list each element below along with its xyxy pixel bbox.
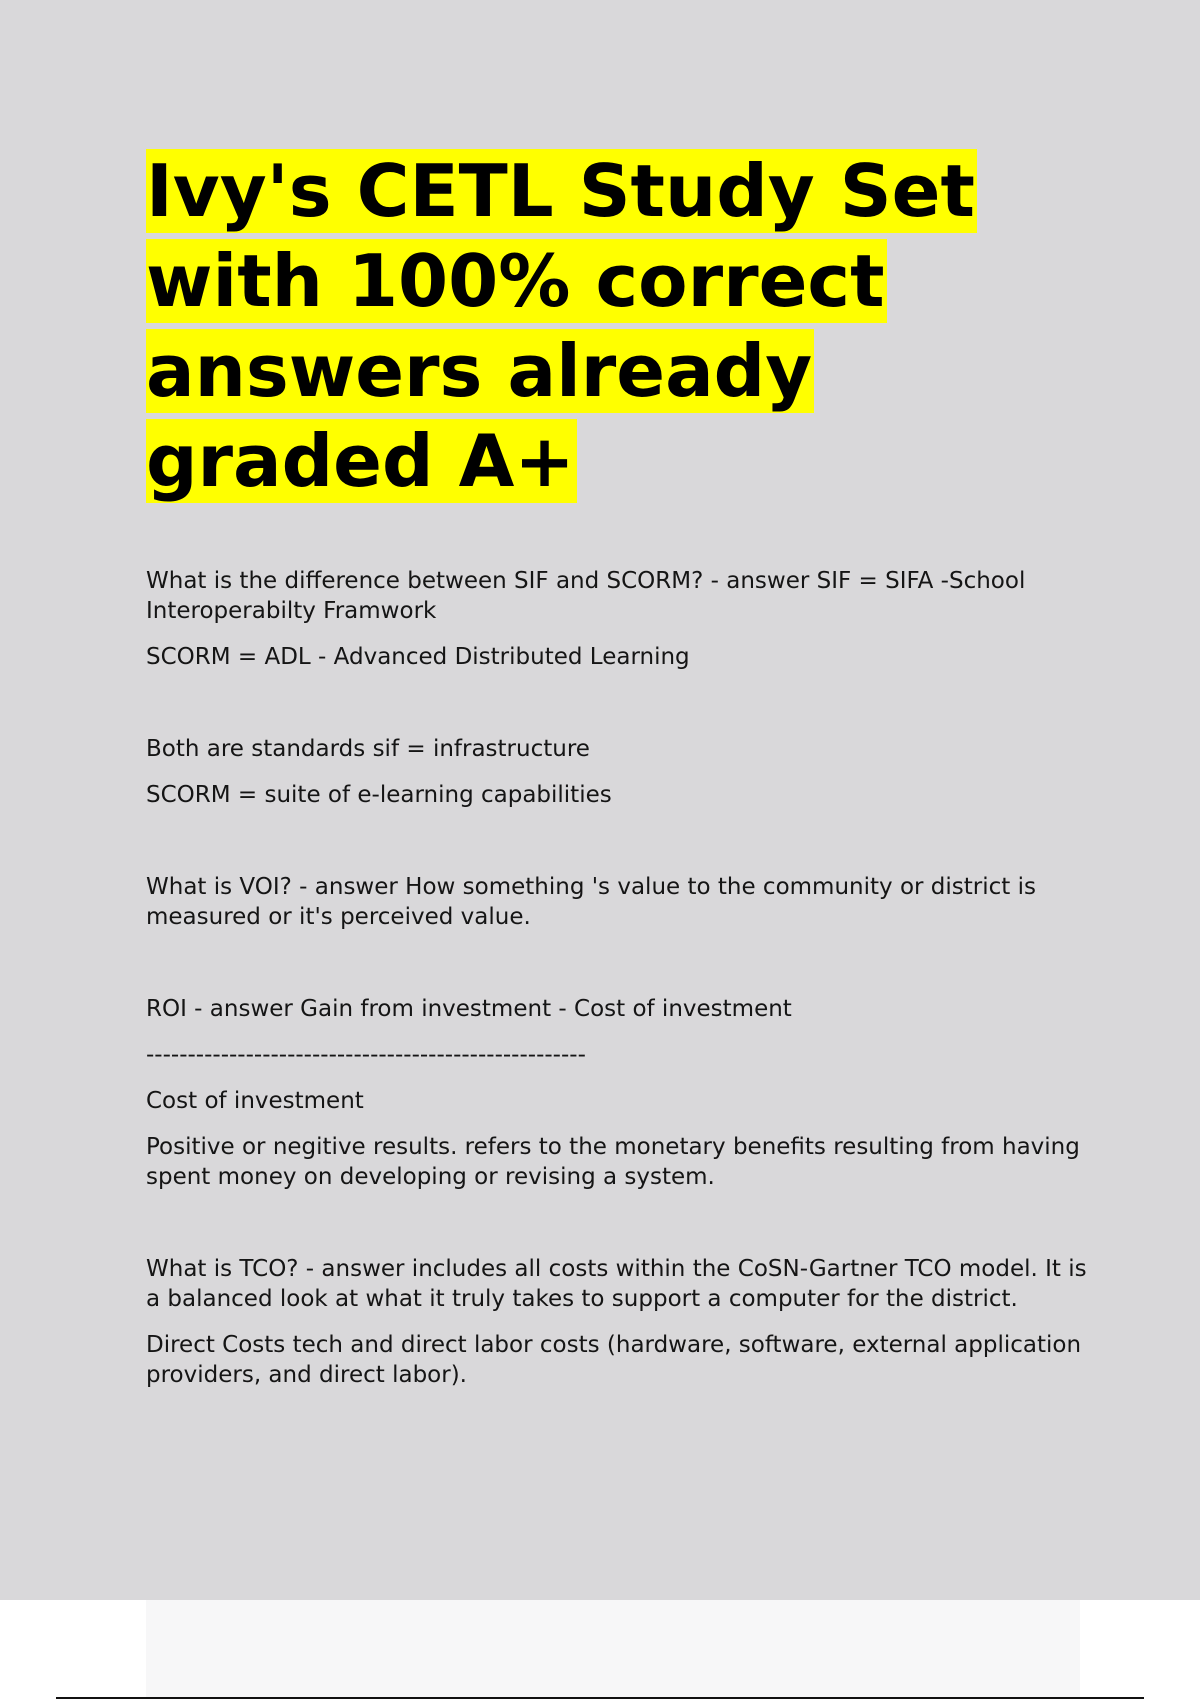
- paragraph-gap: [146, 948, 1096, 994]
- answer-scorm-suite: SCORM = suite of e-learning capabilities: [146, 782, 612, 808]
- answer-scorm-adl: SCORM = ADL - Advanced Distributed Learning: [146, 644, 690, 670]
- roi-explanation: Positive or negitive results. refers to the monetary benefits resulting from having spent money on developing or revising a system.: [146, 1134, 1088, 1190]
- question-sif-scorm: What is the difference between SIF and SCORM? - answer SIF = SIFA -School Interoperabilty Framwork: [146, 568, 1033, 624]
- document-content: [146, 146, 1096, 1406]
- roi-denominator: Cost of investment: [146, 1088, 364, 1114]
- tco-direct-costs: Direct Costs tech and direct labor costs (hardware, software, external application providers, and direct labor).: [146, 1332, 1089, 1388]
- document-title-text: Ivy's CETL Study Set with 100% correct answers already graded A+: [146, 149, 975, 503]
- paragraph-gap: [146, 1208, 1096, 1254]
- paragraph-gap: [146, 688, 1096, 734]
- paragraph-gap: [146, 826, 1096, 872]
- page-divider: [56, 1697, 1144, 1699]
- document-title: [146, 146, 1096, 506]
- document-body: [146, 566, 1096, 1390]
- question-tco: What is TCO? - answer includes all costs within the CoSN-Gartner TCO model. It is a balanced look at what it truly takes to support a computer for the district.: [146, 1256, 1094, 1312]
- question-roi: ROI - answer Gain from investment - Cost of investment: [146, 996, 792, 1022]
- answer-both-standards: Both are standards sif = infrastructure: [146, 736, 590, 762]
- question-voi: What is VOI? - answer How something 's value to the community or district is measured or it's perceived value.: [146, 874, 1044, 930]
- fraction-line: -----------------------------------------------------: [146, 1042, 586, 1068]
- next-page-preview: [146, 1600, 1080, 1698]
